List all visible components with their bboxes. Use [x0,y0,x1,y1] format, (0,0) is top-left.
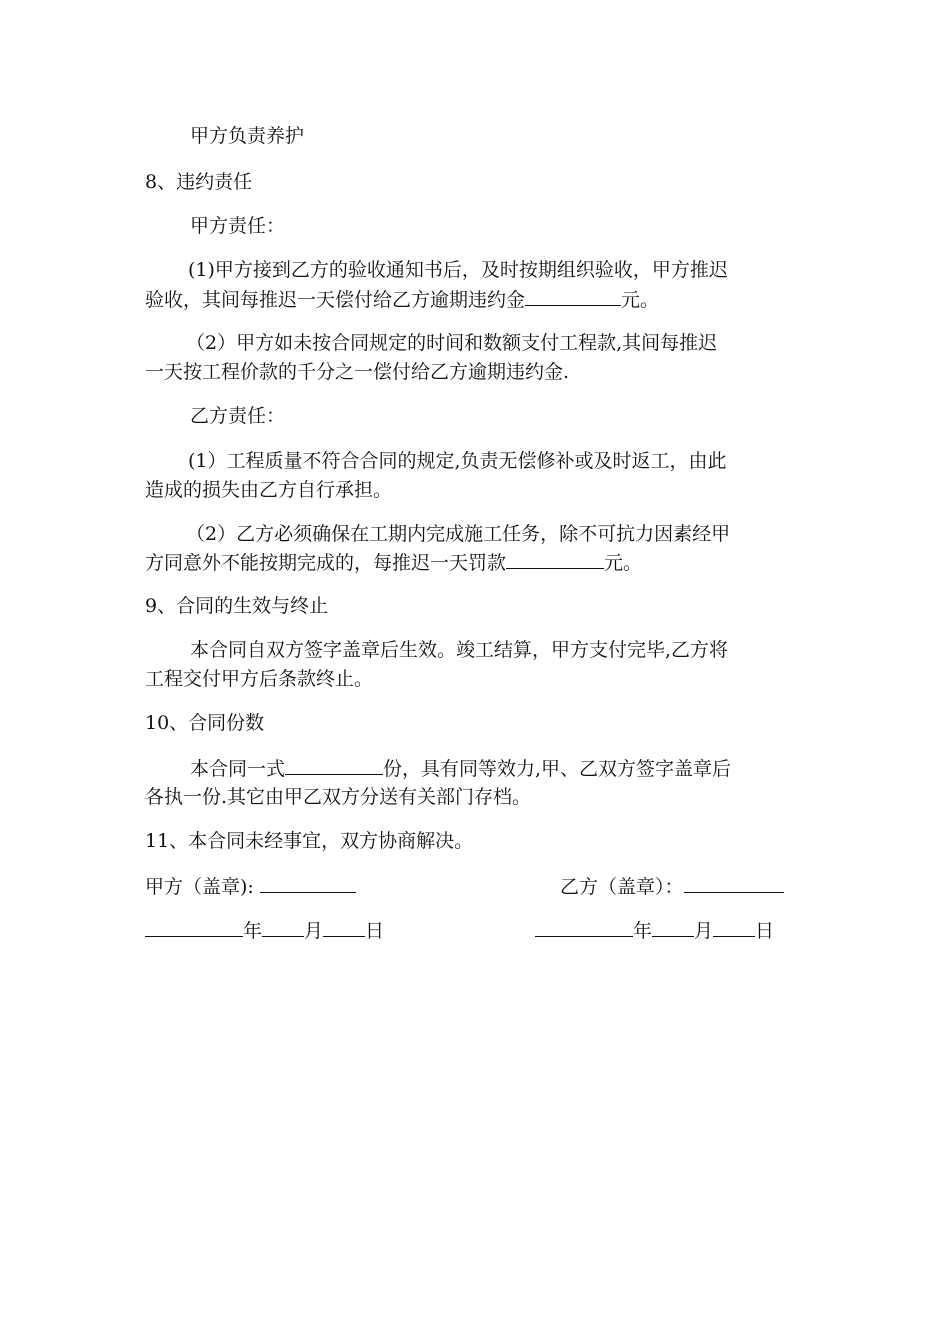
text-span: 各执一份.其它由甲乙双方分送有关部门存档。 [145,786,532,808]
section-heading [145,829,473,853]
day-label: 日 [755,920,775,942]
day-blank[interactable] [713,918,755,937]
section-heading [145,594,328,618]
text-line [190,124,304,148]
text-span: 方同意外不能按期完成的，每推迟一天罚款 [145,552,507,574]
text-line [186,522,730,546]
month-label: 月 [304,920,324,942]
text-span: 甲方责任： [190,215,286,237]
text-span: 份，具有同等效力,甲、乙双方签字盖章后 [383,758,732,780]
text-span: （2）乙方必须确保在工期内完成施工任务，除不可抗力因素经甲 [186,523,731,545]
text-span: 11、本合同未经事宜，双方协商解决。 [145,830,474,852]
year-label: 年 [243,920,263,942]
text-line [145,287,659,312]
year-label: 年 [633,920,653,942]
fill-blank[interactable] [525,287,621,306]
text-line [145,360,569,384]
text-span: 造成的损失由乙方自行承担。 [145,479,393,501]
subheading [190,214,285,238]
text-span: 一天按工程价款的千分之一偿付给乙方逾期违约金. [145,361,570,383]
text-line [190,756,731,781]
text-line [186,331,717,355]
party-b-label: 乙方（盖章）： [560,876,684,898]
year-blank[interactable] [535,918,633,937]
text-line [145,550,642,575]
party-b-signature [560,874,784,899]
party-a-signature [145,874,356,899]
subheading [190,404,285,428]
text-line [145,785,531,809]
text-span: 甲方负责养护 [190,125,305,147]
text-span: 本合同自双方签字盖章后生效。竣工结算，甲方支付完毕,乙方将 [190,639,729,661]
text-span: 8、违约责任 [145,171,253,193]
text-line [188,449,727,473]
day-blank[interactable] [323,918,365,937]
text-line [188,258,728,282]
party-b-seal-blank[interactable] [684,874,784,893]
text-span: 元。 [604,552,643,574]
text-span: 本合同一式 [190,758,286,780]
fill-blank[interactable] [285,756,383,775]
day-label: 日 [365,920,385,942]
text-line [145,667,373,691]
section-heading [145,711,264,735]
year-blank[interactable] [145,918,243,937]
text-span: 工程交付甲方后条款终止。 [145,668,374,690]
text-span: (1)甲方接到乙方的验收通知书后，及时按期组织验收，甲方推迟 [188,259,728,281]
party-b-date [535,918,774,943]
month-label: 月 [694,920,714,942]
fill-blank[interactable] [506,550,604,569]
text-span: 乙方责任： [190,405,286,427]
text-span: 9、合同的生效与终止 [145,595,329,617]
text-span: 元。 [621,289,660,311]
text-span: （2）甲方如未按合同规定的时间和数额支付工程款,其间每推迟 [186,332,718,354]
text-line [145,478,392,502]
text-span: (1）工程质量不符合合同的规定,负责无偿修补或及时返工，由此 [188,450,727,472]
text-span: 验收，其间每推迟一天偿付给乙方逾期违约金 [145,289,526,311]
party-a-seal-blank[interactable] [260,874,356,893]
text-line [190,638,728,662]
party-a-label: 甲方（盖章): [145,876,254,898]
month-blank[interactable] [652,918,694,937]
text-span: 10、合同份数 [145,712,265,734]
party-a-date [145,918,384,943]
month-blank[interactable] [262,918,304,937]
section-heading [145,170,252,194]
